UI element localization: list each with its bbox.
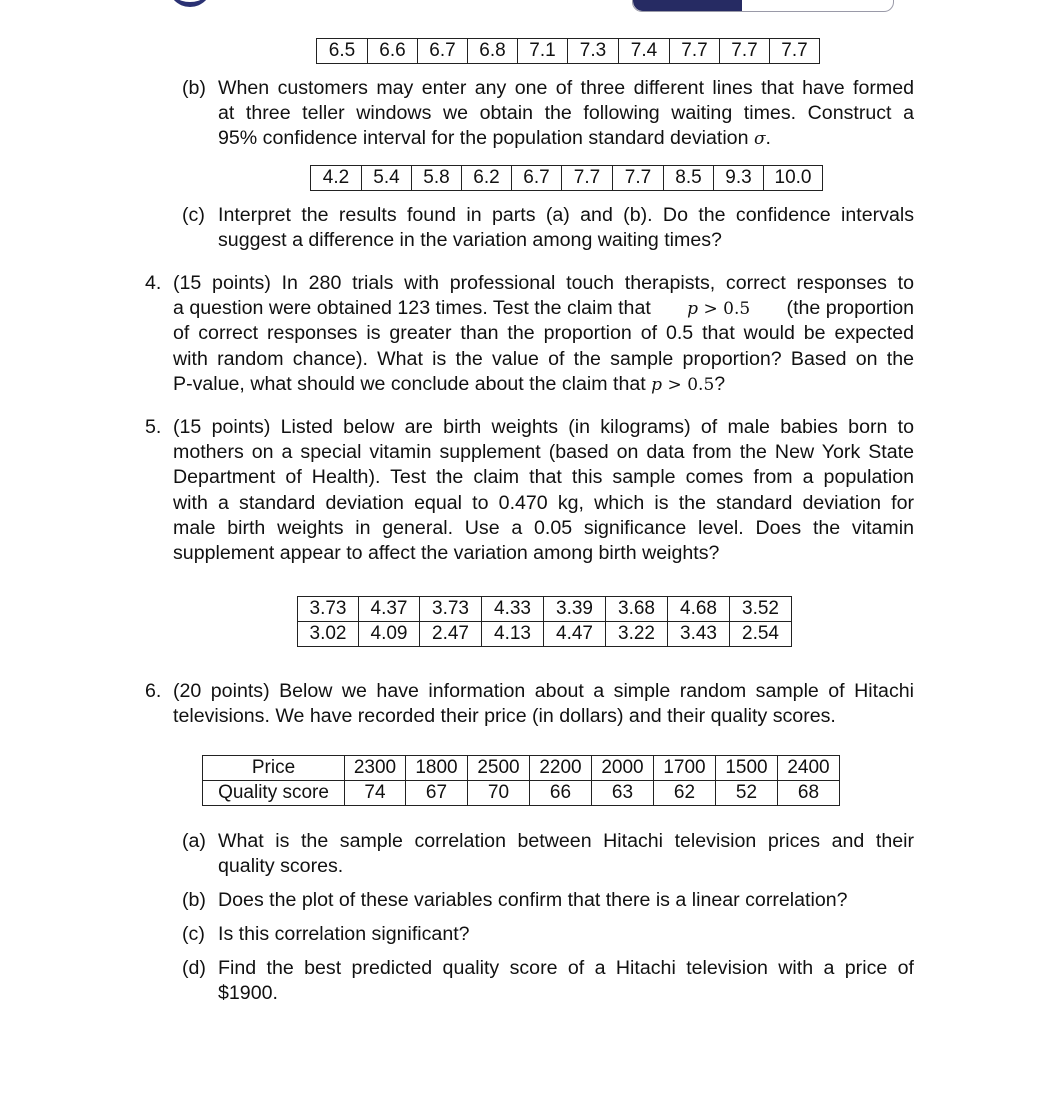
question-6-number: 6.: [145, 680, 162, 702]
question-4-number: 4.: [145, 272, 162, 294]
table-row: 3.02 4.09 2.47 4.13 4.47 3.22 3.43 2.54: [298, 622, 792, 647]
question-6-text: (20 points) Below we have information about a simple random sample of Hitachi televisions. We have recorded their price (in dollars) and their quality scores.: [173, 680, 914, 728]
table-row: 3.73 4.37 3.73 4.33 3.39 3.68 4.68 3.52: [298, 597, 792, 622]
part-d-label: (d): [182, 957, 206, 979]
hitachi-tv-table: [202, 755, 840, 806]
question-5-text: (15 points) Listed below are birth weights (in kilograms) of male babies born to mothers on a special vitamin supplement (based on data from the New York State Department of Health). Test the claim that this sample comes from a population with a standard deviation equal to 0.470 kg, which is the standard deviation for male birth weights in general. Use a 0.05 significance level. Does the vitamin supplement appear to affect the variation among birth weights?: [173, 416, 914, 564]
birth-weights-table: [297, 596, 792, 647]
question-5-number: 5.: [145, 416, 162, 438]
q6-part-c-text: Is this correlation significant?: [218, 923, 470, 945]
part-b-label: (b): [182, 77, 206, 99]
q6-part-b-text: Does the plot of these variables confirm that there is a linear correlation?: [218, 889, 848, 911]
q6-part-a-text: What is the sample correlation between Hitachi television prices and their quality scores.: [218, 830, 914, 878]
q3-part-b-text: When customers may enter any one of three different lines that have formed at three teller windows we obtain the following waiting times. Construct a 95% confidence interval for the population standard deviation σ.: [218, 77, 914, 150]
part-a-label: (a): [182, 830, 206, 852]
part-b-label: (b): [182, 889, 206, 911]
table-row: Quality score 74 67 70 66 63 62 52 68: [203, 781, 840, 806]
progress-bar: [632, 0, 894, 12]
waiting-times-table-b: 4.2 5.4 5.8 6.2 6.7 7.7 7.7 8.5 9.3 10.0: [310, 165, 823, 191]
part-c-label: (c): [182, 923, 205, 945]
question-4-text: (15 points) In 280 trials with professional touch therapists, correct responses to a question were obtained 123 times. Test the claim that p > 0.5 (the proportion of correct responses is greater than the proportion of 0.5 that would be expected with random chance). What is the value of the sample proportion? Based on the P-value, what should we conclude about the claim that p > 0.5?: [173, 272, 914, 395]
logo-fragment: [168, 0, 212, 7]
q6-part-d-text: Find the best predicted quality score of a Hitachi television with a price of $1900.: [218, 957, 914, 1005]
waiting-times-table-a: 6.5 6.6 6.7 6.8 7.1 7.3 7.4 7.7 7.7 7.7: [316, 38, 820, 64]
q3-part-c-text: Interpret the results found in parts (a) and (b). Do the confidence intervals suggest a difference in the variation among waiting times?: [218, 204, 914, 252]
part-c-label: (c): [182, 204, 205, 226]
table-row: Price 2300 1800 2500 2200 2000 1700 1500 2400: [203, 756, 840, 781]
